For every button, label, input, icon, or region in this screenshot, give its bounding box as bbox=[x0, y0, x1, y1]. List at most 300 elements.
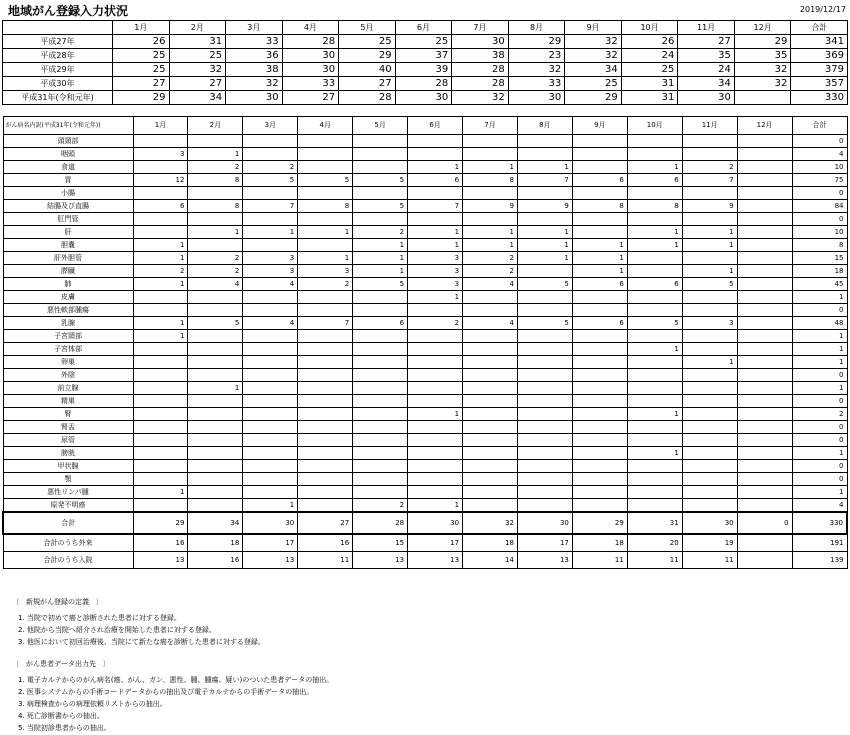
count-cell bbox=[517, 330, 572, 343]
count-cell: 26 bbox=[621, 35, 678, 49]
count-cell: 2 bbox=[792, 408, 847, 421]
count-cell: 29 bbox=[572, 512, 627, 534]
count-cell bbox=[517, 213, 572, 226]
note-item: 3. 病理検査からの病理依頼リストからの抽出。 bbox=[18, 700, 167, 708]
count-cell: 31 bbox=[621, 77, 678, 91]
count-cell bbox=[243, 239, 298, 252]
count-cell bbox=[627, 187, 682, 200]
month-header: 2月 bbox=[169, 21, 226, 35]
table-row bbox=[3, 291, 847, 304]
count-cell bbox=[463, 148, 518, 161]
count-cell bbox=[463, 486, 518, 499]
table-row bbox=[3, 460, 847, 473]
count-cell: 31 bbox=[621, 91, 678, 105]
count-cell bbox=[243, 330, 298, 343]
count-cell: 1 bbox=[408, 161, 463, 174]
count-cell bbox=[188, 434, 243, 447]
count-cell: 1 bbox=[682, 226, 737, 239]
count-cell: 139 bbox=[792, 552, 847, 569]
count-cell: 30 bbox=[517, 512, 572, 534]
count-cell: 30 bbox=[243, 512, 298, 534]
table-row bbox=[3, 534, 847, 552]
count-cell bbox=[298, 330, 353, 343]
count-cell bbox=[408, 343, 463, 356]
month-header: 1月 bbox=[113, 21, 170, 35]
count-cell: 2 bbox=[682, 161, 737, 174]
count-cell bbox=[188, 187, 243, 200]
count-cell bbox=[188, 447, 243, 460]
count-cell bbox=[298, 408, 353, 421]
count-cell: 18 bbox=[463, 534, 518, 552]
count-cell: 28 bbox=[353, 512, 408, 534]
count-cell: 24 bbox=[678, 63, 735, 77]
year-label: 平成30年 bbox=[3, 77, 113, 91]
table-row bbox=[3, 226, 847, 239]
row-label: 精巣 bbox=[3, 395, 133, 408]
count-cell: 1 bbox=[188, 148, 243, 161]
count-cell: 13 bbox=[133, 552, 188, 569]
count-cell: 0 bbox=[792, 187, 847, 200]
count-cell bbox=[737, 330, 792, 343]
count-cell: 29 bbox=[113, 91, 170, 105]
count-cell bbox=[517, 356, 572, 369]
count-cell bbox=[737, 291, 792, 304]
count-cell bbox=[572, 213, 627, 226]
count-cell bbox=[517, 304, 572, 317]
count-cell: 25 bbox=[395, 35, 452, 49]
count-cell: 3 bbox=[243, 252, 298, 265]
count-cell: 13 bbox=[517, 552, 572, 569]
count-cell: 8 bbox=[188, 200, 243, 213]
count-cell bbox=[517, 291, 572, 304]
count-cell bbox=[737, 187, 792, 200]
table-row bbox=[3, 63, 848, 77]
count-cell bbox=[463, 473, 518, 486]
count-cell: 0 bbox=[792, 434, 847, 447]
count-cell bbox=[517, 382, 572, 395]
count-cell bbox=[572, 382, 627, 395]
count-cell bbox=[572, 161, 627, 174]
count-cell bbox=[188, 330, 243, 343]
row-label: 肝 bbox=[3, 226, 133, 239]
count-cell bbox=[133, 434, 188, 447]
count-cell: 6 bbox=[572, 174, 627, 187]
count-cell: 29 bbox=[508, 35, 565, 49]
count-cell bbox=[298, 486, 353, 499]
count-cell: 16 bbox=[188, 552, 243, 569]
count-cell: 32 bbox=[734, 63, 791, 77]
count-cell bbox=[682, 460, 737, 473]
count-cell bbox=[737, 278, 792, 291]
count-cell bbox=[243, 434, 298, 447]
count-cell: 11 bbox=[298, 552, 353, 569]
count-cell bbox=[133, 369, 188, 382]
table-row bbox=[3, 35, 848, 49]
count-cell bbox=[572, 330, 627, 343]
count-cell bbox=[133, 213, 188, 226]
count-cell bbox=[353, 408, 408, 421]
count-cell: 11 bbox=[682, 552, 737, 569]
count-cell bbox=[298, 447, 353, 460]
count-cell: 27 bbox=[113, 77, 170, 91]
count-cell bbox=[188, 473, 243, 486]
month-header: 10月 bbox=[621, 21, 678, 35]
count-cell: 1 bbox=[353, 265, 408, 278]
count-cell bbox=[572, 226, 627, 239]
count-cell bbox=[572, 447, 627, 460]
count-cell bbox=[682, 148, 737, 161]
count-cell bbox=[133, 499, 188, 513]
count-cell bbox=[408, 421, 463, 434]
count-cell bbox=[737, 343, 792, 356]
count-cell bbox=[517, 343, 572, 356]
count-cell bbox=[627, 213, 682, 226]
count-cell bbox=[243, 421, 298, 434]
count-cell bbox=[133, 382, 188, 395]
count-cell bbox=[353, 304, 408, 317]
count-cell: 17 bbox=[517, 534, 572, 552]
count-cell: 5 bbox=[243, 174, 298, 187]
count-cell: 11 bbox=[572, 552, 627, 569]
count-cell: 32 bbox=[508, 63, 565, 77]
count-cell: 1 bbox=[572, 252, 627, 265]
row-label: 肝外胆管 bbox=[3, 252, 133, 265]
count-cell bbox=[408, 369, 463, 382]
table-row bbox=[3, 304, 847, 317]
count-cell: 35 bbox=[734, 49, 791, 63]
table-row bbox=[3, 499, 847, 513]
count-cell bbox=[572, 187, 627, 200]
count-cell: 3 bbox=[408, 252, 463, 265]
count-cell: 16 bbox=[298, 534, 353, 552]
count-cell: 29 bbox=[133, 512, 188, 534]
count-cell: 36 bbox=[226, 49, 283, 63]
count-cell: 1 bbox=[188, 226, 243, 239]
count-cell bbox=[353, 473, 408, 486]
count-cell bbox=[353, 135, 408, 148]
count-cell bbox=[627, 291, 682, 304]
note-item: 3. 他医において初回治療後、当院にて新たな癌を診断した患者に対する登録。 bbox=[18, 638, 265, 646]
corner-cell bbox=[3, 21, 113, 35]
count-cell bbox=[463, 434, 518, 447]
count-cell bbox=[353, 148, 408, 161]
row-label: 合計 bbox=[3, 512, 133, 534]
count-cell: 30 bbox=[682, 512, 737, 534]
month-header: 9月 bbox=[565, 21, 622, 35]
count-cell bbox=[627, 486, 682, 499]
table-row bbox=[3, 473, 847, 486]
count-cell bbox=[517, 187, 572, 200]
count-cell bbox=[627, 382, 682, 395]
count-cell: 0 bbox=[792, 135, 847, 148]
count-cell bbox=[353, 330, 408, 343]
count-cell: 1 bbox=[133, 278, 188, 291]
count-cell: 30 bbox=[282, 63, 339, 77]
count-cell: 4 bbox=[463, 278, 518, 291]
row-label: 皮膚 bbox=[3, 291, 133, 304]
count-cell: 1 bbox=[517, 161, 572, 174]
count-cell bbox=[188, 291, 243, 304]
count-cell: 330 bbox=[792, 512, 847, 534]
count-cell: 27 bbox=[298, 512, 353, 534]
count-cell bbox=[353, 356, 408, 369]
count-cell bbox=[298, 343, 353, 356]
count-cell bbox=[243, 343, 298, 356]
count-cell: 1 bbox=[792, 486, 847, 499]
table-row bbox=[3, 77, 848, 91]
count-cell: 2 bbox=[188, 252, 243, 265]
row-label: 腎盂 bbox=[3, 421, 133, 434]
row-label: 乳腺 bbox=[3, 317, 133, 330]
count-cell bbox=[517, 421, 572, 434]
row-label: 咽頭 bbox=[3, 148, 133, 161]
count-cell: 369 bbox=[791, 49, 848, 63]
count-cell: 1 bbox=[298, 252, 353, 265]
count-cell: 0 bbox=[792, 304, 847, 317]
count-cell bbox=[463, 187, 518, 200]
count-cell: 6 bbox=[133, 200, 188, 213]
month-header: 3月 bbox=[243, 117, 298, 135]
count-cell bbox=[682, 213, 737, 226]
count-cell bbox=[408, 447, 463, 460]
row-label: 外陰 bbox=[3, 369, 133, 382]
count-cell: 4 bbox=[792, 499, 847, 513]
count-cell bbox=[243, 382, 298, 395]
count-cell bbox=[682, 447, 737, 460]
count-cell: 18 bbox=[188, 534, 243, 552]
count-cell bbox=[243, 148, 298, 161]
count-cell: 2 bbox=[463, 252, 518, 265]
count-cell: 7 bbox=[408, 200, 463, 213]
table-row bbox=[3, 239, 847, 252]
count-cell bbox=[188, 421, 243, 434]
count-cell bbox=[517, 148, 572, 161]
count-cell: 1 bbox=[133, 239, 188, 252]
count-cell bbox=[243, 187, 298, 200]
count-cell: 3 bbox=[682, 317, 737, 330]
count-cell bbox=[243, 213, 298, 226]
month-header: 3月 bbox=[226, 21, 283, 35]
count-cell: 19 bbox=[682, 534, 737, 552]
count-cell: 34 bbox=[188, 512, 243, 534]
count-cell bbox=[682, 343, 737, 356]
count-cell bbox=[737, 161, 792, 174]
count-cell: 1 bbox=[408, 408, 463, 421]
count-cell bbox=[243, 135, 298, 148]
count-cell: 1 bbox=[627, 226, 682, 239]
count-cell bbox=[737, 552, 792, 569]
count-cell bbox=[243, 369, 298, 382]
count-cell bbox=[243, 304, 298, 317]
count-cell: 3 bbox=[408, 278, 463, 291]
count-cell: 6 bbox=[572, 317, 627, 330]
count-cell: 33 bbox=[226, 35, 283, 49]
count-cell: 1 bbox=[408, 291, 463, 304]
count-cell: 5 bbox=[517, 317, 572, 330]
count-cell: 29 bbox=[734, 35, 791, 49]
count-cell: 1 bbox=[408, 226, 463, 239]
count-cell: 24 bbox=[621, 49, 678, 63]
count-cell: 27 bbox=[169, 77, 226, 91]
count-cell bbox=[353, 382, 408, 395]
count-cell bbox=[682, 369, 737, 382]
count-cell bbox=[298, 395, 353, 408]
count-cell bbox=[188, 460, 243, 473]
count-cell: 3 bbox=[408, 265, 463, 278]
data-source-notes bbox=[12, 658, 333, 734]
table-row bbox=[3, 447, 847, 460]
count-cell: 1 bbox=[133, 486, 188, 499]
count-cell: 2 bbox=[408, 317, 463, 330]
count-cell bbox=[408, 473, 463, 486]
month-header: 11月 bbox=[678, 21, 735, 35]
count-cell bbox=[682, 330, 737, 343]
count-cell bbox=[627, 330, 682, 343]
count-cell bbox=[353, 486, 408, 499]
notes-heading: 〔 新規がん登録の定義 〕 bbox=[12, 598, 103, 606]
count-cell bbox=[408, 213, 463, 226]
count-cell bbox=[463, 382, 518, 395]
count-cell bbox=[627, 395, 682, 408]
count-cell bbox=[133, 226, 188, 239]
count-cell: 28 bbox=[452, 77, 509, 91]
count-cell: 8 bbox=[572, 200, 627, 213]
count-cell: 1 bbox=[133, 317, 188, 330]
count-cell bbox=[682, 135, 737, 148]
count-cell: 1 bbox=[792, 447, 847, 460]
count-cell: 4 bbox=[463, 317, 518, 330]
count-cell: 4 bbox=[792, 148, 847, 161]
count-cell bbox=[627, 135, 682, 148]
count-cell bbox=[572, 356, 627, 369]
table-row bbox=[3, 408, 847, 421]
count-cell bbox=[463, 291, 518, 304]
count-cell bbox=[188, 499, 243, 513]
count-cell bbox=[243, 356, 298, 369]
count-cell bbox=[737, 460, 792, 473]
month-header: 4月 bbox=[282, 21, 339, 35]
count-cell bbox=[517, 434, 572, 447]
count-cell bbox=[408, 148, 463, 161]
table-row bbox=[3, 161, 847, 174]
count-cell bbox=[298, 473, 353, 486]
count-cell bbox=[682, 252, 737, 265]
count-cell: 26 bbox=[113, 35, 170, 49]
count-cell bbox=[737, 434, 792, 447]
count-cell bbox=[188, 213, 243, 226]
count-cell bbox=[188, 408, 243, 421]
table-row bbox=[3, 434, 847, 447]
month-header: 4月 bbox=[298, 117, 353, 135]
count-cell: 1 bbox=[353, 252, 408, 265]
count-cell: 1 bbox=[243, 499, 298, 513]
row-label: 子宮体部 bbox=[3, 343, 133, 356]
count-cell bbox=[298, 356, 353, 369]
count-cell bbox=[298, 213, 353, 226]
count-cell bbox=[408, 382, 463, 395]
notes-heading: 〔 がん患者データ出力先 〕 bbox=[12, 660, 110, 668]
count-cell: 35 bbox=[678, 49, 735, 63]
count-cell bbox=[572, 408, 627, 421]
count-cell bbox=[243, 447, 298, 460]
count-cell bbox=[188, 304, 243, 317]
count-cell: 1 bbox=[353, 239, 408, 252]
month-header: 1月 bbox=[133, 117, 188, 135]
count-cell: 4 bbox=[243, 278, 298, 291]
count-cell: 8 bbox=[792, 239, 847, 252]
count-cell bbox=[353, 460, 408, 473]
count-cell bbox=[737, 265, 792, 278]
count-cell bbox=[737, 226, 792, 239]
count-cell bbox=[353, 291, 408, 304]
row-label: 肺 bbox=[3, 278, 133, 291]
month-header: 10月 bbox=[627, 117, 682, 135]
count-cell: 1 bbox=[792, 382, 847, 395]
count-cell bbox=[408, 486, 463, 499]
count-cell: 33 bbox=[508, 77, 565, 91]
count-cell: 0 bbox=[792, 213, 847, 226]
count-cell: 18 bbox=[792, 265, 847, 278]
count-cell: 8 bbox=[627, 200, 682, 213]
count-cell bbox=[408, 356, 463, 369]
count-cell bbox=[737, 252, 792, 265]
count-cell: 1 bbox=[627, 239, 682, 252]
count-cell bbox=[737, 200, 792, 213]
table-row bbox=[3, 49, 848, 63]
count-cell bbox=[353, 395, 408, 408]
count-cell bbox=[133, 161, 188, 174]
count-cell bbox=[463, 135, 518, 148]
month-header: 9月 bbox=[572, 117, 627, 135]
table-row bbox=[3, 200, 847, 213]
count-cell: 25 bbox=[621, 63, 678, 77]
count-cell: 23 bbox=[508, 49, 565, 63]
count-cell: 48 bbox=[792, 317, 847, 330]
count-cell: 15 bbox=[353, 534, 408, 552]
count-cell bbox=[737, 213, 792, 226]
count-cell: 28 bbox=[282, 35, 339, 49]
count-cell bbox=[737, 174, 792, 187]
count-cell: 5 bbox=[517, 278, 572, 291]
year-label: 平成29年 bbox=[3, 63, 113, 77]
note-item: 4. 死亡診断書からの抽出。 bbox=[18, 712, 104, 720]
count-cell bbox=[627, 499, 682, 513]
year-label: 平成27年 bbox=[3, 35, 113, 49]
table-row bbox=[3, 187, 847, 200]
month-header: 2月 bbox=[188, 117, 243, 135]
count-cell bbox=[682, 421, 737, 434]
row-label: 膀胱 bbox=[3, 447, 133, 460]
note-item: 5. 当院初診患者からの抽出。 bbox=[18, 724, 111, 732]
year-label: 平成28年 bbox=[3, 49, 113, 63]
table-row bbox=[3, 148, 847, 161]
count-cell: 357 bbox=[791, 77, 848, 91]
count-cell: 15 bbox=[792, 252, 847, 265]
count-cell bbox=[572, 473, 627, 486]
count-cell bbox=[517, 486, 572, 499]
count-cell bbox=[463, 408, 518, 421]
count-cell bbox=[353, 421, 408, 434]
count-cell: 29 bbox=[565, 91, 622, 105]
count-cell: 5 bbox=[627, 317, 682, 330]
count-cell bbox=[737, 382, 792, 395]
count-cell: 1 bbox=[572, 239, 627, 252]
count-cell: 37 bbox=[395, 49, 452, 63]
count-cell: 1 bbox=[792, 330, 847, 343]
count-cell bbox=[682, 187, 737, 200]
count-cell bbox=[298, 460, 353, 473]
page-title: 地域がん登録入力状況 bbox=[8, 4, 129, 18]
